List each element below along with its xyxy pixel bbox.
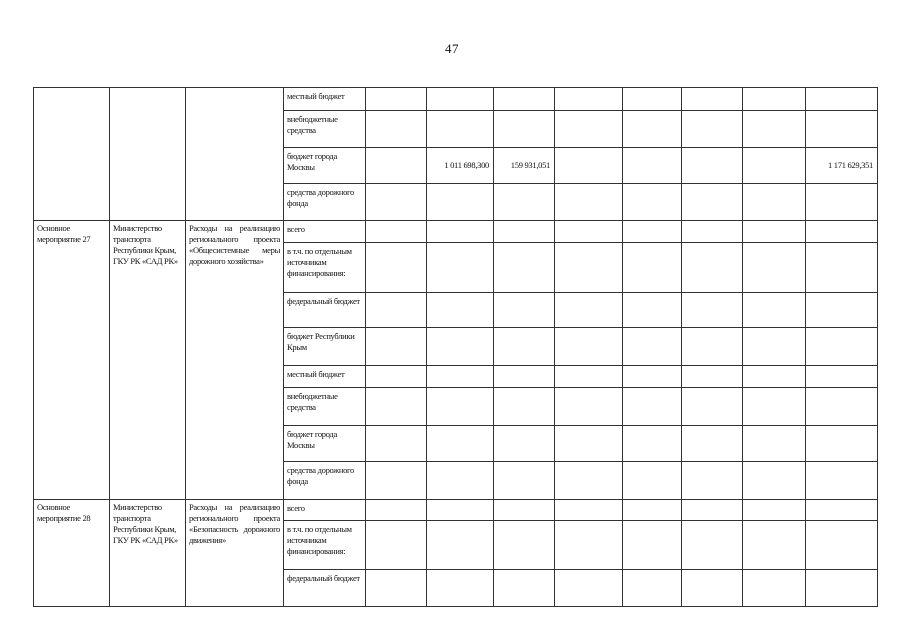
value-cell: [806, 243, 878, 293]
funding-source-cell: местный бюджет: [284, 88, 366, 111]
value-cell: [743, 88, 806, 111]
value-cell: [743, 184, 806, 221]
value-cell: [366, 221, 427, 243]
value-cell: 159 931,051: [494, 148, 555, 184]
value-cell: [806, 293, 878, 328]
value-cell: [806, 184, 878, 221]
value-cell: [366, 366, 427, 388]
value-cell: [494, 462, 555, 500]
description-cell: [186, 88, 284, 221]
value-cell: 1 171 629,351: [806, 148, 878, 184]
value-cell: [555, 366, 623, 388]
value-cell: [427, 570, 494, 607]
value-cell: [427, 366, 494, 388]
value-cell: [494, 184, 555, 221]
value-cell: [366, 521, 427, 570]
value-cell: [366, 88, 427, 111]
value-cell: [623, 328, 682, 366]
value-cell: [682, 221, 743, 243]
value-cell: [555, 293, 623, 328]
value-cell: [743, 111, 806, 148]
value-cell: [806, 570, 878, 607]
value-cell: [806, 462, 878, 500]
value-cell: [806, 328, 878, 366]
value-cell: [623, 88, 682, 111]
value-cell: [427, 221, 494, 243]
value-cell: [623, 462, 682, 500]
value-cell: [682, 426, 743, 462]
value-cell: [623, 500, 682, 521]
page-number: 47: [445, 41, 459, 56]
value-cell: [366, 388, 427, 426]
value-cell: [366, 293, 427, 328]
value-cell: [366, 243, 427, 293]
value-cell: [494, 111, 555, 148]
value-cell: [494, 243, 555, 293]
value-cell: [623, 221, 682, 243]
value-cell: [494, 328, 555, 366]
funding-source-cell: местный бюджет: [284, 366, 366, 388]
value-cell: [427, 293, 494, 328]
funding-source-cell: в т.ч. по отдельным источникам финансирования:: [284, 243, 366, 293]
funding-source-cell: внебюджетные средства: [284, 388, 366, 426]
value-cell: [743, 388, 806, 426]
funding-source-cell: средства дорожного фонда: [284, 184, 366, 221]
funding-source-cell: бюджет города Москвы: [284, 426, 366, 462]
value-cell: [623, 293, 682, 328]
budget-table: [33, 87, 878, 607]
event-title-cell: [34, 88, 110, 221]
value-cell: [427, 426, 494, 462]
value-cell: [366, 500, 427, 521]
executor-cell: Министерство транспорта Республики Крым, ГКУ РК «САД РК»: [110, 500, 186, 607]
value-cell: [366, 570, 427, 607]
value-cell: [623, 521, 682, 570]
value-cell: [494, 366, 555, 388]
value-cell: [806, 111, 878, 148]
value-cell: [743, 426, 806, 462]
value-cell: [682, 388, 743, 426]
value-cell: [555, 243, 623, 293]
funding-source-cell: средства дорожного фонда: [284, 462, 366, 500]
value-cell: [555, 184, 623, 221]
value-cell: [427, 521, 494, 570]
value-cell: [427, 88, 494, 111]
value-cell: [806, 388, 878, 426]
value-cell: [555, 500, 623, 521]
value-cell: [623, 148, 682, 184]
value-cell: [366, 328, 427, 366]
value-cell: [366, 184, 427, 221]
value-cell: [427, 462, 494, 500]
funding-source-cell: внебюджетные средства: [284, 111, 366, 148]
table-row: [34, 221, 878, 243]
value-cell: [494, 88, 555, 111]
value-cell: [494, 388, 555, 426]
funding-source-cell: бюджет города Москвы: [284, 148, 366, 184]
value-cell: [494, 426, 555, 462]
value-cell: [623, 111, 682, 148]
value-cell: [623, 426, 682, 462]
value-cell: [743, 221, 806, 243]
value-cell: [427, 243, 494, 293]
value-cell: [743, 148, 806, 184]
value-cell: [555, 148, 623, 184]
event-title-cell: Основное мероприятие 27: [34, 221, 110, 500]
value-cell: [682, 243, 743, 293]
value-cell: [366, 148, 427, 184]
funding-source-cell: всего: [284, 221, 366, 243]
value-cell: [682, 293, 743, 328]
value-cell: [623, 243, 682, 293]
value-cell: [682, 500, 743, 521]
value-cell: [682, 111, 743, 148]
value-cell: [623, 184, 682, 221]
value-cell: [555, 328, 623, 366]
table-row: [34, 500, 878, 521]
funding-source-cell: всего: [284, 500, 366, 521]
value-cell: [743, 462, 806, 500]
table-row: [34, 88, 878, 111]
value-cell: [555, 388, 623, 426]
value-cell: [427, 184, 494, 221]
value-cell: [682, 88, 743, 111]
value-cell: [743, 570, 806, 607]
value-cell: [682, 184, 743, 221]
value-cell: [494, 500, 555, 521]
value-cell: [366, 111, 427, 148]
value-cell: [366, 426, 427, 462]
value-cell: [555, 221, 623, 243]
executor-cell: [110, 88, 186, 221]
value-cell: [743, 293, 806, 328]
executor-cell: Министерство транспорта Республики Крым, ГКУ РК «САД РК»: [110, 221, 186, 500]
value-cell: [555, 426, 623, 462]
value-cell: [806, 366, 878, 388]
value-cell: [494, 521, 555, 570]
value-cell: [494, 221, 555, 243]
value-cell: [555, 88, 623, 111]
funding-source-cell: бюджет Республики Крым: [284, 328, 366, 366]
value-cell: [806, 500, 878, 521]
value-cell: [427, 388, 494, 426]
funding-source-cell: федеральный бюджет: [284, 293, 366, 328]
value-cell: [682, 328, 743, 366]
value-cell: [806, 88, 878, 111]
value-cell: [623, 570, 682, 607]
value-cell: [366, 462, 427, 500]
value-cell: [682, 366, 743, 388]
value-cell: [555, 570, 623, 607]
value-cell: [682, 462, 743, 500]
value-cell: [427, 328, 494, 366]
value-cell: [806, 426, 878, 462]
value-cell: [682, 148, 743, 184]
description-cell: Расходы на реализацию регионального проекта «Безопасность дорожного движения»: [186, 500, 284, 607]
value-cell: [806, 521, 878, 570]
value-cell: [555, 462, 623, 500]
value-cell: [494, 293, 555, 328]
value-cell: [427, 500, 494, 521]
value-cell: [743, 328, 806, 366]
description-cell: Расходы на реализацию регионального проекта «Общесистемные меры дорожного хозяйства»: [186, 221, 284, 500]
value-cell: [682, 570, 743, 607]
funding-source-cell: федеральный бюджет: [284, 570, 366, 607]
value-cell: 1 011 698,300: [427, 148, 494, 184]
value-cell: [806, 221, 878, 243]
value-cell: [427, 111, 494, 148]
value-cell: [623, 366, 682, 388]
value-cell: [682, 521, 743, 570]
funding-source-cell: в т.ч. по отдельным источникам финансирования:: [284, 521, 366, 570]
value-cell: [743, 500, 806, 521]
value-cell: [494, 570, 555, 607]
value-cell: [623, 388, 682, 426]
value-cell: [743, 366, 806, 388]
value-cell: [555, 521, 623, 570]
event-title-cell: Основное мероприятие 28: [34, 500, 110, 607]
value-cell: [743, 521, 806, 570]
value-cell: [555, 111, 623, 148]
value-cell: [743, 243, 806, 293]
